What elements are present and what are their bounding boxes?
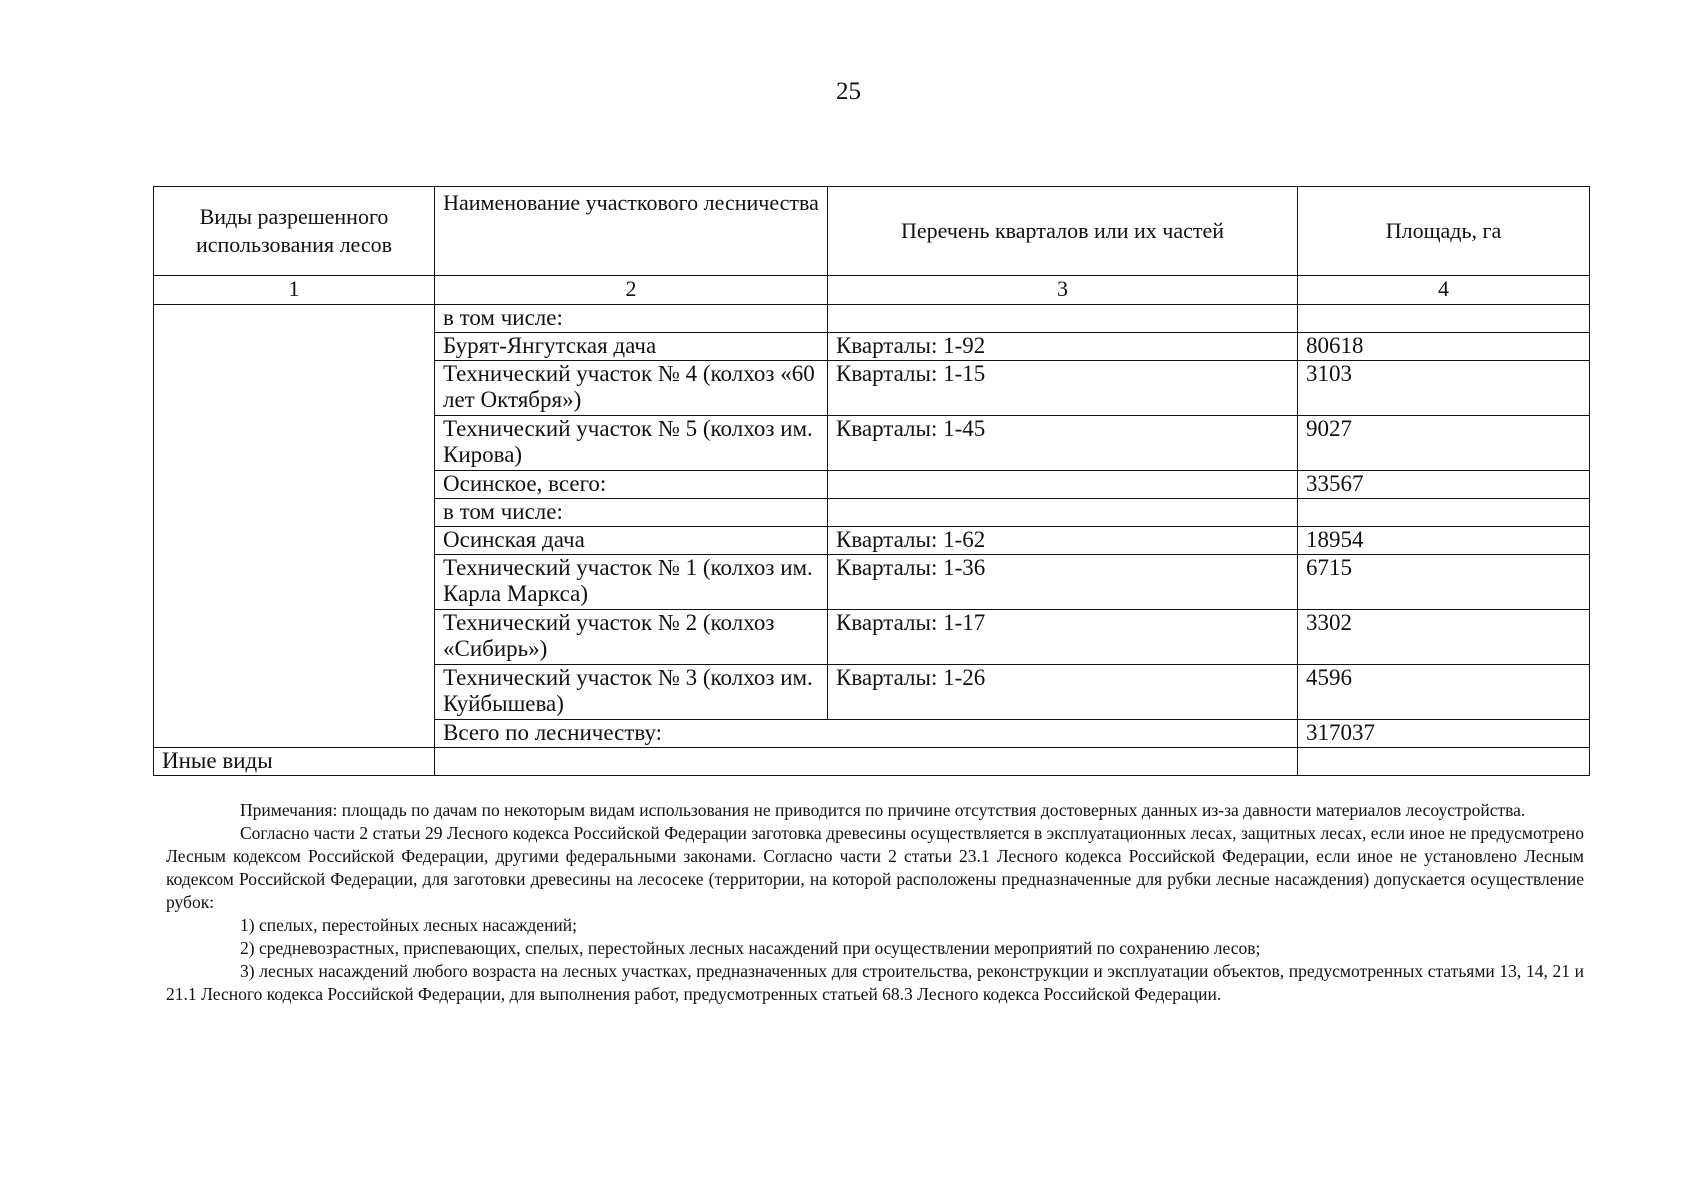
note-paragraph: Согласно части 2 статьи 29 Лесного кодекса Российской Федерации заготовка древесины осуществляется в эксплуатационных лесах, защитных лесах, если иное не предусмотрено Лесным кодексом Российской Федерации, другими федеральными законами. Согласно части 2 статьи 23.1 Лесного кодекса Российской Федерации, если иное не установлено Лесным кодексом Российской Федерации, для заготовки древесины на лесосеке (территории, на которой расположены предназначенные для рубки лесные насаждения) допускается осуществление рубок:	[166, 823, 1584, 912]
other-types-label: Иные виды	[154, 748, 435, 776]
quarters-cell: Кварталы: 1-17	[828, 610, 1298, 665]
column-number-row	[154, 276, 1590, 305]
column-number: 1	[154, 276, 435, 305]
header-forestry-name: Наименование участкового лесничества	[435, 187, 828, 276]
area-cell: 80618	[1298, 333, 1590, 361]
area-cell: 18954	[1298, 527, 1590, 555]
area-cell: 6715	[1298, 555, 1590, 610]
other-types-row	[154, 748, 1590, 776]
page-number: 25	[836, 78, 861, 105]
quarters-cell	[828, 471, 1298, 499]
note-paragraph: 2) средневозрастных, приспевающих, спелых, перестойных лесных насаждений при осуществлении мероприятий по сохранению лесов;	[240, 938, 1261, 958]
other-types-empty-cell	[435, 748, 1298, 776]
area-cell: 4596	[1298, 665, 1590, 720]
area-cell	[1298, 305, 1590, 333]
notes-section	[166, 799, 1584, 1006]
forestry-name-cell: в том числе:	[435, 499, 828, 527]
forestry-name-cell: Технический участок № 1 (колхоз им. Карла Маркса)	[435, 555, 828, 610]
note-paragraph: Примечания: площадь по дачам по некоторым видам использования не приводится по причине отсутствия достоверных данных из-за давности материалов лесоустройства.	[240, 800, 1526, 820]
quarters-cell	[828, 305, 1298, 333]
forestry-name-cell: в том числе:	[435, 305, 828, 333]
column-number: 3	[828, 276, 1298, 305]
header-quarters: Перечень кварталов или их частей	[828, 187, 1298, 276]
total-area: 317037	[1298, 720, 1590, 748]
header-area: Площадь, га	[1298, 187, 1590, 276]
area-cell: 3103	[1298, 361, 1590, 416]
other-types-area-cell	[1298, 748, 1590, 776]
quarters-cell	[828, 499, 1298, 527]
quarters-cell: Кварталы: 1-45	[828, 416, 1298, 471]
forestry-name-cell: Технический участок № 2 (колхоз «Сибирь»)	[435, 610, 828, 665]
quarters-cell: Кварталы: 1-15	[828, 361, 1298, 416]
total-label: Всего по лесничеству:	[435, 720, 1298, 748]
quarters-cell: Кварталы: 1-92	[828, 333, 1298, 361]
table-row	[154, 305, 1590, 333]
forestry-name-cell: Технический участок № 5 (колхоз им. Кирова)	[435, 416, 828, 471]
forestry-name-cell: Бурят-Янгутская дача	[435, 333, 828, 361]
note-paragraph: 3) лесных насаждений любого возраста на лесных участках, предназначенных для строительства, реконструкции и эксплуатации объектов, предусмотренных статьями 13, 14, 21 и 21.1 Лесного кодекса Российской Федерации, для выполнения работ, предусмотренных статьей 68.3 Лесного кодекса Российской Федерации.	[166, 961, 1584, 1004]
column-number: 4	[1298, 276, 1590, 305]
forest-use-table	[153, 186, 1590, 776]
use-type-cell	[154, 305, 435, 748]
area-cell: 9027	[1298, 416, 1590, 471]
area-cell: 33567	[1298, 471, 1590, 499]
header-use-type: Виды разрешенного использования лесов	[154, 187, 435, 276]
area-cell: 3302	[1298, 610, 1590, 665]
forestry-name-cell: Осинская дача	[435, 527, 828, 555]
quarters-cell: Кварталы: 1-26	[828, 665, 1298, 720]
forestry-name-cell: Осинское, всего:	[435, 471, 828, 499]
note-paragraph: 1) спелых, перестойных лесных насаждений;	[240, 915, 578, 935]
area-cell	[1298, 499, 1590, 527]
forestry-name-cell: Технический участок № 3 (колхоз им. Куйбышева)	[435, 665, 828, 720]
quarters-cell: Кварталы: 1-62	[828, 527, 1298, 555]
column-number: 2	[435, 276, 828, 305]
forestry-name-cell: Технический участок № 4 (колхоз «60 лет Октября»)	[435, 361, 828, 416]
quarters-cell: Кварталы: 1-36	[828, 555, 1298, 610]
table-header-row	[154, 187, 1590, 276]
